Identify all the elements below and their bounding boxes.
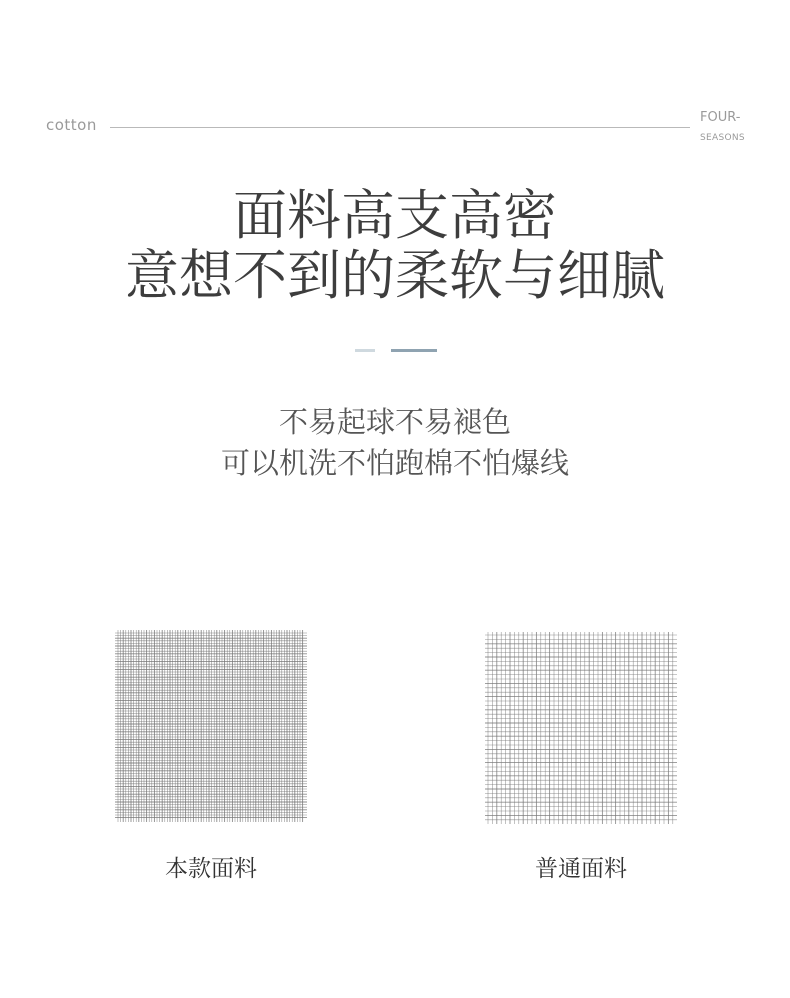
brand-label: cotton	[46, 116, 97, 134]
season-line-1: FOUR-	[700, 110, 741, 125]
season-line-2: SEASONS	[700, 133, 745, 143]
subtitle-line-1: 不易起球不易褪色	[278, 405, 511, 439]
regular-fabric-label: 普通面料	[535, 856, 627, 882]
season-label	[700, 110, 745, 144]
regular-fabric-swatch	[485, 632, 677, 824]
dense-fabric-swatch	[115, 630, 307, 822]
accent-dash-light	[355, 349, 375, 352]
headline-line-2: 意想不到的柔软与细腻	[125, 244, 665, 307]
dense-fabric-label: 本款面料	[165, 856, 257, 882]
subtitle-line-2: 可以机洗不怕跑棉不怕爆线	[220, 446, 569, 480]
header-divider	[110, 127, 690, 128]
accent-dash-dark	[391, 349, 437, 352]
headline-line-1: 面料高支高密	[233, 184, 557, 247]
